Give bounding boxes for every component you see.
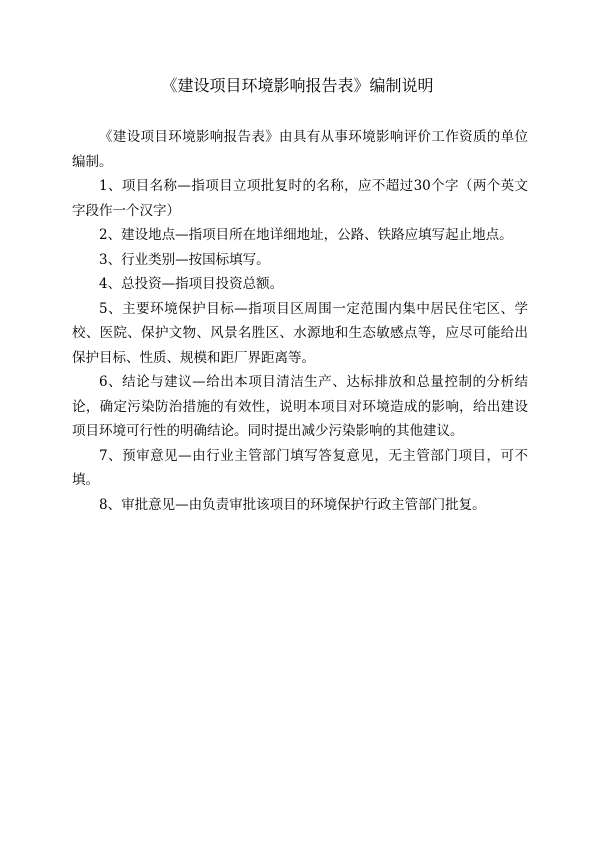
document-title: 《建设项目环境影响报告表》编制说明 (161, 76, 434, 95)
paragraph-item-1-project-name: 1、项目名称—指项目立项批复时的名称，应不超过30个字（两个英文字段作一个汉字） (72, 178, 528, 219)
paragraph-item-4-investment: 4、总投资—指项目投资总额。 (99, 276, 284, 292)
paragraph-item-8-approval: 8、审批意见—由负责审批该项目的环境保护行政主管部门批复。 (99, 496, 486, 513)
paragraph-item-6-conclusions: 6、结论与建议—给出本项目清洁生产、达标排放和总量控制的分析结论，确定污染防治措施的有效性，说明本项目对环境造成的影响，给出建设项目环境可行性的明确结论。同时提出减少污染影响的其他建议。 (72, 374, 528, 439)
paragraph-item-5-protection-targets: 5、主要环境保护目标—指项目区周围一定范围内集中居民住宅区、学校、医院、保护文物、风景名胜区、水源地和生态敏感点等，应尽可能给出保护目标、性质、规模和距厂界距离等。 (72, 300, 528, 366)
paragraph-item-3-industry: 3、行业类别—按国标填写。 (99, 251, 270, 268)
document-body (72, 125, 528, 517)
paragraph-intro: 《建设项目环境影响报告表》由具有从事环境影响评价工作资质的单位编制。 (72, 129, 528, 170)
paragraph-item-2-location: 2、建设地点—指项目所在地详细地址，公路、铁路应填写起止地点。 (99, 227, 513, 243)
paragraph-item-7-pre-review: 7、预审意见—由行业主管部门填写答复意见，无主管部门项目，可不填。 (72, 447, 528, 488)
